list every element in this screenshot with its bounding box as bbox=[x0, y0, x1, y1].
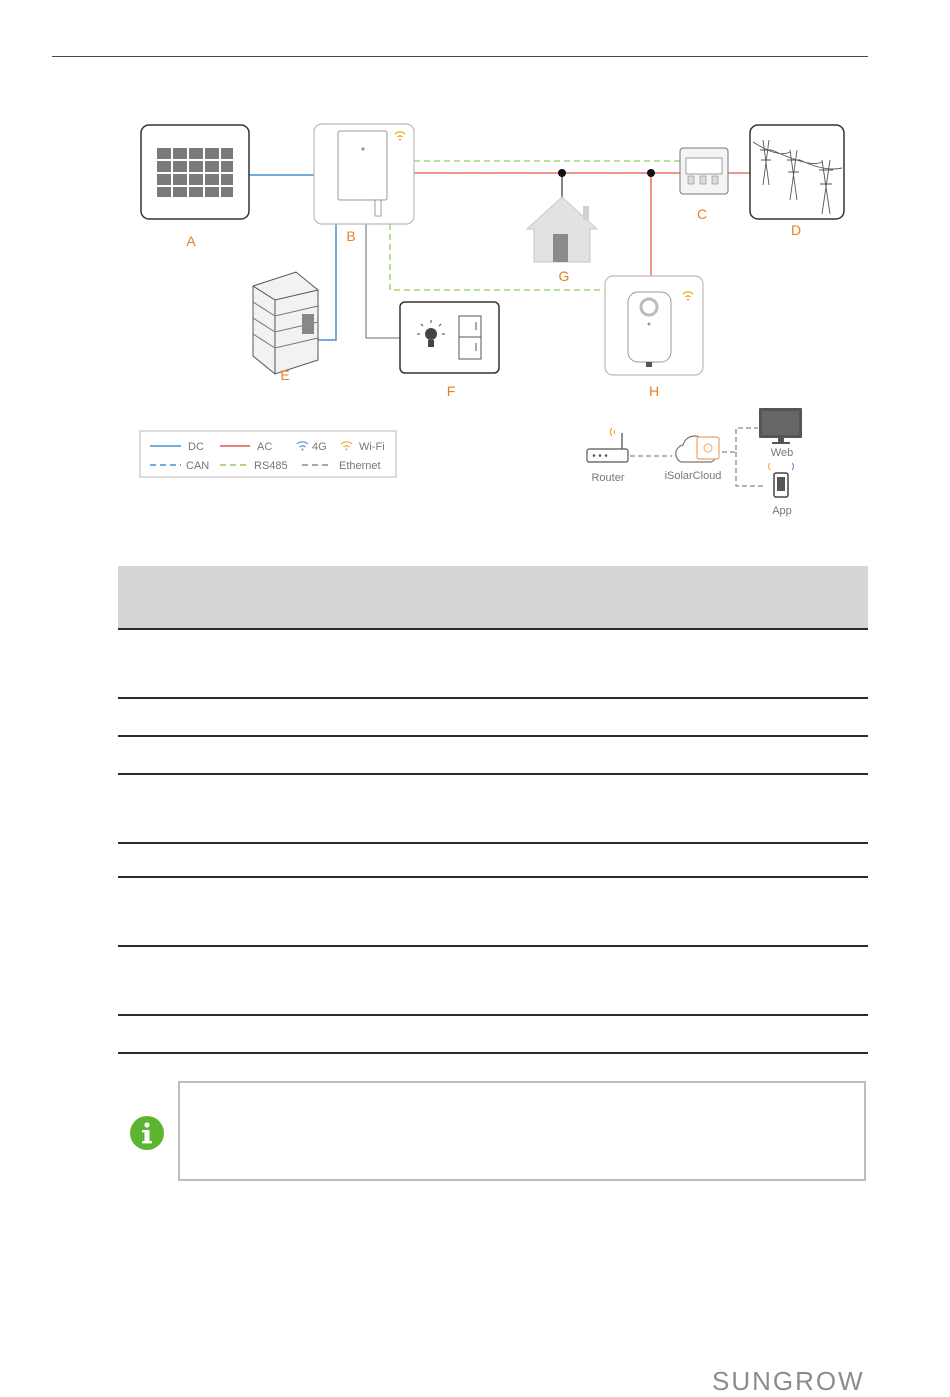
label-a: A bbox=[186, 233, 196, 249]
table-rule bbox=[118, 735, 868, 737]
house-icon bbox=[527, 197, 597, 262]
ethernet-wire-b-f bbox=[366, 224, 400, 338]
label-d: D bbox=[790, 222, 802, 238]
junction-dot-house bbox=[558, 169, 566, 177]
label-b: B bbox=[346, 228, 356, 244]
note-box bbox=[178, 1081, 866, 1181]
cloud-icon bbox=[676, 436, 719, 462]
table-rule bbox=[118, 697, 868, 699]
table-rule bbox=[118, 773, 868, 775]
cloud-label: iSolarCloud bbox=[664, 470, 722, 482]
smart-meter-icon bbox=[680, 148, 728, 194]
pv-panel-icon bbox=[141, 125, 249, 219]
legend-wifi: Wi-Fi bbox=[359, 441, 385, 453]
legend bbox=[140, 431, 396, 477]
router-icon bbox=[587, 428, 628, 462]
load-icon bbox=[400, 302, 499, 373]
sungrow-logo: SUNGROW bbox=[712, 1366, 865, 1396]
table-rule bbox=[118, 628, 868, 630]
app-label: App bbox=[772, 505, 792, 517]
legend-ac: AC bbox=[257, 441, 273, 453]
table-rule bbox=[118, 876, 868, 878]
table-rule bbox=[118, 1014, 868, 1016]
legend-can: CAN bbox=[186, 460, 210, 472]
legend-ethernet: Ethernet bbox=[339, 460, 381, 472]
label-f: F bbox=[446, 383, 456, 399]
junction-dot-charger bbox=[647, 169, 655, 177]
ev-charger-icon bbox=[605, 276, 703, 375]
table-header bbox=[118, 566, 868, 628]
grid-towers-icon bbox=[750, 125, 844, 219]
label-e: E bbox=[280, 367, 290, 383]
legend-4g: 4G bbox=[312, 441, 327, 453]
table-rule bbox=[118, 945, 868, 947]
phone-icon bbox=[769, 463, 794, 497]
label-c: C bbox=[696, 206, 708, 222]
legend-dc: DC bbox=[188, 441, 204, 453]
router-label: Router bbox=[591, 472, 625, 484]
ethernet-cloud-app bbox=[736, 452, 766, 486]
web-label: Web bbox=[770, 447, 794, 459]
ethernet-cloud-web bbox=[722, 428, 758, 452]
battery-icon bbox=[253, 272, 318, 374]
inverter-icon bbox=[314, 124, 414, 224]
label-g: G bbox=[558, 268, 570, 284]
label-h: H bbox=[648, 383, 660, 399]
legend-rs485: RS485 bbox=[254, 460, 288, 472]
info-icon bbox=[129, 1115, 165, 1151]
table-rule bbox=[118, 842, 868, 844]
system-diagram bbox=[0, 0, 950, 540]
can-wire-b-e bbox=[317, 224, 336, 340]
table-rule bbox=[118, 1052, 868, 1054]
monitor-icon bbox=[759, 408, 802, 444]
